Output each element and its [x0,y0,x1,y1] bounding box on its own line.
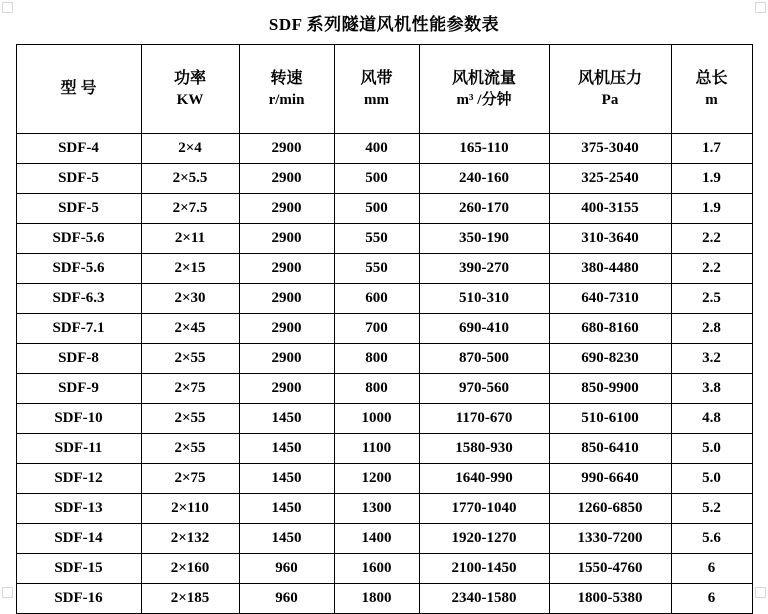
cell-power: 2×5.5 [141,164,239,194]
column-header-pressure-line2: Pa [601,91,619,108]
cell-pressure: 310-3640 [549,224,671,254]
cell-flow: 2340-1580 [419,584,549,614]
corner-mark-top-right [755,2,766,13]
cell-pressure: 850-6410 [549,434,671,464]
table-row [16,494,752,524]
cell-speed: 1450 [239,524,334,554]
cell-power: 2×30 [141,284,239,314]
cell-flow: 510-310 [419,284,549,314]
cell-pressure: 1800-5380 [549,584,671,614]
cell-model: SDF-5.6 [16,224,141,254]
cell-model: SDF-11 [16,434,141,464]
cell-model: SDF-5 [16,194,141,224]
cell-length: 1.9 [671,194,752,224]
column-header-duct [334,45,419,134]
cell-speed: 2900 [239,314,334,344]
cell-pressure: 380-4480 [549,254,671,284]
cell-pressure: 850-9900 [549,374,671,404]
table-row [16,194,752,224]
cell-model: SDF-9 [16,374,141,404]
cell-speed: 1450 [239,494,334,524]
cell-duct: 600 [334,284,419,314]
column-header-flow-line1: 风机流量 [451,69,516,87]
cell-pressure: 680-8160 [549,314,671,344]
table-row [16,164,752,194]
table-body [16,134,752,614]
cell-length: 5.0 [671,434,752,464]
column-header-flow [419,45,549,134]
table-row [16,584,752,614]
cell-flow: 690-410 [419,314,549,344]
table-row [16,374,752,404]
column-header-flow-line2: m³ /分钟 [456,91,512,108]
cell-length: 2.2 [671,224,752,254]
cell-length: 1.7 [671,134,752,164]
cell-duct: 1100 [334,434,419,464]
cell-length: 5.2 [671,494,752,524]
cell-flow: 1770-1040 [419,494,549,524]
cell-length: 6 [671,584,752,614]
column-header-length [671,45,752,134]
cell-power: 2×160 [141,554,239,584]
cell-model: SDF-15 [16,554,141,584]
cell-speed: 1450 [239,434,334,464]
cell-pressure: 1550-4760 [549,554,671,584]
cell-length: 1.9 [671,164,752,194]
column-header-power-line1: 功率 [173,69,206,87]
cell-length: 3.2 [671,344,752,374]
cell-power: 2×45 [141,314,239,344]
cell-speed: 2900 [239,284,334,314]
cell-power: 2×75 [141,374,239,404]
cell-model: SDF-16 [16,584,141,614]
cell-duct: 1800 [334,584,419,614]
cell-model: SDF-6.3 [16,284,141,314]
cell-flow: 1580-930 [419,434,549,464]
cell-pressure: 1330-7200 [549,524,671,554]
cell-power: 2×4 [141,134,239,164]
cell-model: SDF-4 [16,134,141,164]
corner-mark-bottom-left [2,587,13,598]
column-header-length-line2: m [705,91,718,108]
cell-model: SDF-10 [16,404,141,434]
cell-speed: 960 [239,584,334,614]
table-row [16,284,752,314]
cell-flow: 2100-1450 [419,554,549,584]
column-header-speed-line1: 转速 [270,69,303,87]
cell-power: 2×185 [141,584,239,614]
cell-pressure: 990-6640 [549,464,671,494]
cell-speed: 2900 [239,224,334,254]
cell-flow: 1640-990 [419,464,549,494]
cell-flow: 1170-670 [419,404,549,434]
cell-speed: 2900 [239,134,334,164]
page-title: SDF 系列隧道风机性能参数表 [268,15,500,34]
cell-flow: 260-170 [419,194,549,224]
cell-model: SDF-5.6 [16,254,141,284]
cell-length: 6 [671,554,752,584]
cell-duct: 1600 [334,554,419,584]
column-header-power-line2: KW [176,91,204,108]
cell-power: 2×55 [141,344,239,374]
table-row [16,134,752,164]
table-row [16,554,752,584]
cell-speed: 2900 [239,374,334,404]
cell-power: 2×75 [141,464,239,494]
column-header-model [16,45,141,134]
cell-power: 2×7.5 [141,194,239,224]
cell-pressure: 1260-6850 [549,494,671,524]
cell-speed: 1450 [239,404,334,434]
cell-flow: 350-190 [419,224,549,254]
cell-power: 2×132 [141,524,239,554]
cell-length: 2.5 [671,284,752,314]
cell-duct: 800 [334,344,419,374]
cell-speed: 2900 [239,194,334,224]
cell-flow: 165-110 [419,134,549,164]
cell-pressure: 325-2540 [549,164,671,194]
cell-length: 5.0 [671,464,752,494]
column-header-duct-line1: 风带 [360,69,393,87]
table-row [16,434,752,464]
cell-length: 3.8 [671,374,752,404]
cell-power: 2×55 [141,434,239,464]
cell-speed: 1450 [239,464,334,494]
cell-duct: 550 [334,254,419,284]
cell-model: SDF-12 [16,464,141,494]
table-row [16,464,752,494]
cell-power: 2×15 [141,254,239,284]
cell-duct: 700 [334,314,419,344]
cell-duct: 500 [334,194,419,224]
corner-mark-top-left [2,2,13,13]
cell-duct: 400 [334,134,419,164]
table-row [16,314,752,344]
cell-length: 2.8 [671,314,752,344]
cell-duct: 500 [334,164,419,194]
column-header-length-line1: 总长 [695,69,728,87]
cell-model: SDF-14 [16,524,141,554]
cell-model: SDF-8 [16,344,141,374]
table-row [16,344,752,374]
table-row [16,404,752,434]
cell-flow: 970-560 [419,374,549,404]
cell-duct: 800 [334,374,419,404]
column-header-pressure [549,45,671,134]
cell-flow: 390-270 [419,254,549,284]
table-header [16,45,752,134]
cell-duct: 1000 [334,404,419,434]
column-header-power [141,45,239,134]
cell-speed: 2900 [239,164,334,194]
cell-pressure: 690-8230 [549,344,671,374]
cell-length: 5.6 [671,524,752,554]
corner-mark-bottom-right [755,587,766,598]
cell-length: 2.2 [671,254,752,284]
cell-power: 2×110 [141,494,239,524]
cell-duct: 1300 [334,494,419,524]
cell-length: 4.8 [671,404,752,434]
cell-speed: 2900 [239,344,334,374]
cell-power: 2×55 [141,404,239,434]
fan-performance-table [16,44,753,614]
cell-model: SDF-7.1 [16,314,141,344]
cell-duct: 1400 [334,524,419,554]
cell-model: SDF-5 [16,164,141,194]
cell-power: 2×11 [141,224,239,254]
cell-duct: 1200 [334,464,419,494]
column-header-model-line1: 型 号 [60,80,97,98]
column-header-speed-line2: r/min [268,91,305,108]
cell-pressure: 510-6100 [549,404,671,434]
cell-flow: 240-160 [419,164,549,194]
table-row [16,524,752,554]
column-header-pressure-line1: 风机压力 [577,69,642,87]
cell-speed: 2900 [239,254,334,284]
table-header-row [16,45,752,134]
cell-duct: 550 [334,224,419,254]
column-header-speed [239,45,334,134]
cell-pressure: 640-7310 [549,284,671,314]
cell-pressure: 375-3040 [549,134,671,164]
table-row [16,224,752,254]
cell-flow: 1920-1270 [419,524,549,554]
column-header-duct-line2: mm [364,91,389,108]
cell-model: SDF-13 [16,494,141,524]
cell-pressure: 400-3155 [549,194,671,224]
cell-flow: 870-500 [419,344,549,374]
table-row [16,254,752,284]
cell-speed: 960 [239,554,334,584]
